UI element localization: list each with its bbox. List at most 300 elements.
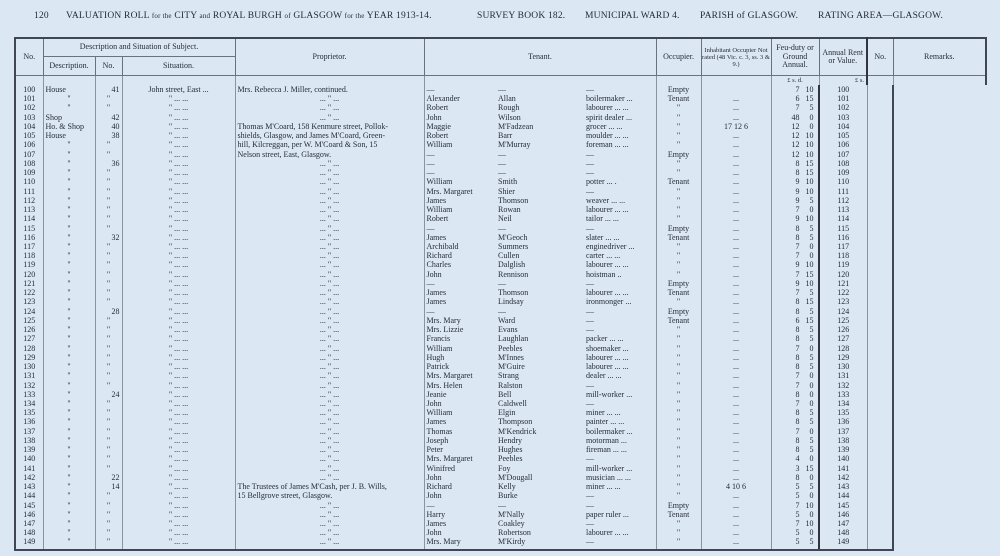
annual-rent bbox=[771, 270, 819, 279]
tenant-first-name: — bbox=[424, 224, 496, 233]
annual-rent bbox=[771, 150, 819, 159]
street-number: " bbox=[95, 260, 122, 269]
rent-shillings: 5 bbox=[809, 306, 814, 316]
rent-shillings: 10 bbox=[805, 260, 814, 270]
rent-shillings: 15 bbox=[805, 297, 814, 307]
tenant-occupation: — bbox=[584, 279, 656, 288]
table-row bbox=[15, 390, 986, 399]
annual-rent bbox=[771, 436, 819, 445]
tenant-first-name: Mrs. Mary bbox=[424, 316, 496, 325]
street-number: 32 bbox=[95, 233, 122, 242]
remarks bbox=[867, 260, 893, 269]
feu-duty: ... bbox=[701, 205, 771, 214]
row-number: 123 bbox=[15, 297, 43, 306]
feu-duty: ... bbox=[701, 177, 771, 186]
rent-shillings: 5 bbox=[809, 232, 814, 242]
tenant-surname: M'Kirdy bbox=[496, 537, 584, 549]
situation: " ... ... bbox=[122, 501, 235, 510]
tenant-occupation: miner ... ... bbox=[584, 408, 656, 417]
col-header-desc-group: Description and Situation of Subject. bbox=[43, 38, 235, 57]
remarks bbox=[867, 473, 893, 482]
table-row bbox=[15, 427, 986, 436]
table-row bbox=[15, 297, 986, 306]
description: " bbox=[43, 177, 95, 186]
tenant-surname: Hughes bbox=[498, 445, 523, 455]
annual-rent bbox=[771, 224, 819, 233]
rent-shillings: 15 bbox=[805, 315, 814, 325]
rent-shillings: 10 bbox=[805, 186, 814, 196]
annual-rent bbox=[771, 168, 819, 177]
tenant-surname: Rowan bbox=[498, 205, 521, 215]
row-number-right: 117 bbox=[819, 242, 867, 251]
situation: " ... ... bbox=[122, 270, 235, 279]
row-number-right: 149 bbox=[819, 537, 867, 549]
table-row bbox=[15, 436, 986, 445]
table-row bbox=[15, 270, 986, 279]
table-row bbox=[15, 417, 986, 426]
situation: " ... ... bbox=[122, 94, 235, 103]
situation: " ... ... bbox=[122, 307, 235, 316]
rent-shillings: 0 bbox=[809, 380, 814, 390]
tenant-surname: Peebles bbox=[498, 454, 523, 464]
description: " bbox=[43, 270, 95, 279]
table-row bbox=[15, 537, 986, 549]
remarks bbox=[867, 297, 893, 306]
situation: " ... ... bbox=[122, 251, 235, 260]
remarks bbox=[867, 214, 893, 223]
description: " bbox=[43, 140, 95, 149]
rent-pounds: 7 bbox=[795, 288, 800, 298]
proprietor: ... " ... bbox=[235, 270, 424, 279]
tenant-surname: — bbox=[498, 223, 506, 233]
proprietor: ... " ... bbox=[235, 371, 424, 380]
remarks bbox=[867, 270, 893, 279]
col-header-proprietor: Proprietor. bbox=[235, 38, 424, 76]
description: " bbox=[43, 307, 95, 316]
proprietor: ... " ... bbox=[235, 307, 424, 316]
proprietor: ... " ... bbox=[235, 159, 424, 168]
col-header-situation: Situation. bbox=[122, 57, 235, 76]
row-number-right: 136 bbox=[819, 417, 867, 426]
row-number-right: 133 bbox=[819, 390, 867, 399]
street-number: " bbox=[95, 537, 122, 549]
row-number: 142 bbox=[15, 473, 43, 482]
description: " bbox=[43, 371, 95, 380]
description: " bbox=[43, 482, 95, 491]
situation: " ... ... bbox=[122, 279, 235, 288]
tenant-surname: M'Guire bbox=[498, 362, 525, 372]
table-row bbox=[15, 233, 986, 242]
row-number-right: 142 bbox=[819, 473, 867, 482]
rent-pounds: 7 bbox=[795, 205, 800, 215]
description: " bbox=[43, 214, 95, 223]
tenant-surname: Hendry bbox=[498, 435, 522, 445]
occupier: " bbox=[656, 464, 701, 473]
row-number-right: 127 bbox=[819, 334, 867, 343]
tenant-first-name: — bbox=[424, 159, 496, 168]
tenant-surname: Thompson bbox=[498, 417, 533, 427]
situation: " ... ... bbox=[122, 233, 235, 242]
remarks bbox=[867, 334, 893, 343]
remarks bbox=[867, 353, 893, 362]
annual-rent bbox=[771, 94, 819, 103]
remarks bbox=[867, 168, 893, 177]
annual-rent bbox=[771, 362, 819, 371]
tenant-occupation: packer ... ... bbox=[584, 334, 656, 343]
table-row bbox=[15, 205, 986, 214]
tenant-occupation: — bbox=[584, 454, 656, 463]
description: " bbox=[43, 353, 95, 362]
survey-book: SURVEY BOOK 182. bbox=[477, 11, 566, 21]
feu-duty: ... bbox=[701, 371, 771, 380]
rent-shillings: 5 bbox=[809, 334, 814, 344]
tenant-first-name: Jeanie bbox=[424, 390, 496, 399]
proprietor: ... " ... bbox=[235, 334, 424, 343]
table-row bbox=[15, 399, 986, 408]
tenant-surname: Dalglish bbox=[498, 260, 526, 270]
tenant-occupation: — bbox=[584, 399, 656, 408]
annual-rent bbox=[771, 427, 819, 436]
situation: John street, East ... bbox=[122, 85, 235, 94]
row-number-right: 104 bbox=[819, 122, 867, 131]
street-number: " bbox=[95, 168, 122, 177]
tenant-occupation: — bbox=[584, 325, 656, 334]
description: " bbox=[43, 390, 95, 399]
rent-pounds: 8 bbox=[795, 417, 800, 427]
tenant-occupation: — bbox=[584, 537, 656, 549]
tenant-first-name: John bbox=[424, 399, 496, 408]
situation: " ... ... bbox=[122, 205, 235, 214]
street-number: " bbox=[95, 408, 122, 417]
proprietor: ... " ... bbox=[235, 177, 424, 186]
tenant-occupation: boilermaker ... bbox=[584, 427, 656, 436]
tenant-first-name: Alexander bbox=[424, 94, 496, 103]
rent-pounds: 8 bbox=[795, 325, 800, 335]
remarks bbox=[867, 279, 893, 288]
annual-rent bbox=[771, 85, 819, 94]
feu-duty: ... bbox=[701, 279, 771, 288]
row-number: 138 bbox=[15, 436, 43, 445]
tenant-first-name: John bbox=[424, 491, 496, 500]
row-number-right: 130 bbox=[819, 362, 867, 371]
feu-duty: ... bbox=[701, 353, 771, 362]
situation: " ... ... bbox=[122, 491, 235, 500]
row-number: 147 bbox=[15, 519, 43, 528]
remarks bbox=[867, 251, 893, 260]
situation: " ... ... bbox=[122, 399, 235, 408]
annual-rent bbox=[771, 113, 819, 122]
tenant-surname: M'Fadzean bbox=[498, 121, 534, 131]
tenant-occupation: enginedriver ... bbox=[584, 242, 656, 251]
rent-pounds: 9 bbox=[795, 260, 800, 270]
tenant-occupation: labourer ... ... bbox=[584, 260, 656, 269]
tenant-first-name: William bbox=[424, 344, 496, 353]
occupier: " bbox=[656, 205, 701, 214]
street-number: " bbox=[95, 362, 122, 371]
occupier: " bbox=[656, 103, 701, 112]
remarks bbox=[867, 94, 893, 103]
situation: " ... ... bbox=[122, 362, 235, 371]
situation: " ... ... bbox=[122, 242, 235, 251]
rent-shillings: 5 bbox=[809, 445, 814, 455]
row-number: 125 bbox=[15, 316, 43, 325]
situation: " ... ... bbox=[122, 381, 235, 390]
row-number-right: 111 bbox=[819, 187, 867, 196]
tenant-occupation: — bbox=[584, 159, 656, 168]
rent-shillings: 5 bbox=[809, 537, 814, 547]
tenant-surname: — bbox=[498, 306, 506, 316]
row-number-right: 137 bbox=[819, 427, 867, 436]
street-number: " bbox=[95, 140, 122, 149]
description: " bbox=[43, 224, 95, 233]
tenant-first-name: James bbox=[424, 519, 496, 528]
rent-shillings: 10 bbox=[805, 214, 814, 224]
street-number: " bbox=[95, 242, 122, 251]
annual-rent bbox=[771, 103, 819, 112]
tenant-surname: Evans bbox=[498, 325, 518, 335]
situation: " ... ... bbox=[122, 390, 235, 399]
tenant-occupation: spirit dealer ... bbox=[584, 113, 656, 122]
feu-duty: ... bbox=[701, 94, 771, 103]
description: " bbox=[43, 150, 95, 159]
remarks bbox=[867, 482, 893, 491]
feu-duty: ... bbox=[701, 325, 771, 334]
table-row bbox=[15, 464, 986, 473]
row-number: 106 bbox=[15, 140, 43, 149]
rent-shillings: 15 bbox=[805, 463, 814, 473]
rent-shillings: 5 bbox=[809, 325, 814, 335]
row-number-right: 122 bbox=[819, 288, 867, 297]
rent-pounds: 8 bbox=[795, 352, 800, 362]
situation: " ... ... bbox=[122, 427, 235, 436]
proprietor: ... " ... bbox=[235, 251, 424, 260]
feu-duty: ... bbox=[701, 242, 771, 251]
description: " bbox=[43, 297, 95, 306]
rent-pounds: 8 bbox=[795, 223, 800, 233]
proprietor: ... " ... bbox=[235, 224, 424, 233]
tenant-occupation: musician ... ... bbox=[584, 473, 656, 482]
street-number: " bbox=[95, 381, 122, 390]
street-number: 42 bbox=[95, 113, 122, 122]
table-row bbox=[15, 131, 986, 140]
tenant-surname: Rough bbox=[498, 103, 520, 113]
remarks bbox=[867, 408, 893, 417]
rent-shillings: 5 bbox=[809, 482, 814, 492]
tenant-occupation: — bbox=[584, 85, 656, 94]
description: " bbox=[43, 279, 95, 288]
rent-pounds: 8 bbox=[795, 445, 800, 455]
row-number: 132 bbox=[15, 381, 43, 390]
occupier: Tenant bbox=[656, 288, 701, 297]
row-number-right: 147 bbox=[819, 519, 867, 528]
rent-pounds: 7 bbox=[795, 500, 800, 510]
row-number-right: 141 bbox=[819, 464, 867, 473]
rent-pounds: 8 bbox=[795, 472, 800, 482]
rent-pounds: 5 bbox=[795, 528, 800, 538]
tenant-first-name: Mrs. Helen bbox=[424, 381, 496, 390]
situation: " ... ... bbox=[122, 454, 235, 463]
col-header-rent: Annual Rent or Value. bbox=[819, 38, 867, 76]
occupier: " bbox=[656, 159, 701, 168]
proprietor: ... " ... bbox=[235, 187, 424, 196]
row-number: 145 bbox=[15, 501, 43, 510]
table-row bbox=[15, 381, 986, 390]
remarks bbox=[867, 131, 893, 140]
row-number-right: 125 bbox=[819, 316, 867, 325]
tenant-first-name: Patrick bbox=[424, 362, 496, 371]
street-number: 40 bbox=[95, 122, 122, 131]
tenant-surname: M'Murray bbox=[498, 140, 531, 150]
feu-duty: ... bbox=[701, 390, 771, 399]
tenant-occupation: motorman ... bbox=[584, 436, 656, 445]
situation: " ... ... bbox=[122, 510, 235, 519]
description: " bbox=[43, 159, 95, 168]
street-number: " bbox=[95, 344, 122, 353]
rent-pounds: 9 bbox=[795, 195, 800, 205]
situation: " ... ... bbox=[122, 196, 235, 205]
annual-rent bbox=[771, 131, 819, 140]
rent-shillings: 0 bbox=[809, 121, 814, 131]
description: " bbox=[43, 288, 95, 297]
rent-shillings: 0 bbox=[809, 241, 814, 251]
street-number: " bbox=[95, 205, 122, 214]
feu-duty: ... bbox=[701, 381, 771, 390]
feu-units: £ s. d. bbox=[771, 76, 819, 86]
occupier: " bbox=[656, 417, 701, 426]
tenant-first-name: James bbox=[424, 288, 496, 297]
description: " bbox=[43, 205, 95, 214]
row-number-right: 113 bbox=[819, 205, 867, 214]
occupier: " bbox=[656, 399, 701, 408]
tenant-first-name: John bbox=[424, 113, 496, 122]
annual-rent bbox=[771, 408, 819, 417]
occupier: Empty bbox=[656, 279, 701, 288]
annual-rent bbox=[771, 454, 819, 463]
occupier: Empty bbox=[656, 501, 701, 510]
description: " bbox=[43, 510, 95, 519]
street-number: " bbox=[95, 371, 122, 380]
feu-duty: ... bbox=[701, 510, 771, 519]
row-number-right: 106 bbox=[819, 140, 867, 149]
row-number-right: 131 bbox=[819, 371, 867, 380]
table-row bbox=[15, 177, 986, 186]
tenant-first-name: Robert bbox=[424, 214, 496, 223]
rent-shillings: 5 bbox=[809, 352, 814, 362]
row-number: 107 bbox=[15, 150, 43, 159]
feu-duty: ... bbox=[701, 501, 771, 510]
row-number: 139 bbox=[15, 445, 43, 454]
feu-duty: ... bbox=[701, 399, 771, 408]
remarks bbox=[867, 381, 893, 390]
situation: " ... ... bbox=[122, 131, 235, 140]
row-number: 134 bbox=[15, 399, 43, 408]
tenant-surname: Thomson bbox=[498, 195, 529, 205]
row-number-right: 128 bbox=[819, 344, 867, 353]
row-number-right: 140 bbox=[819, 454, 867, 463]
occupier: " bbox=[656, 251, 701, 260]
rent-shillings: 0 bbox=[809, 472, 814, 482]
proprietor: 15 Bellgrove street, Glasgow. bbox=[235, 491, 424, 500]
feu-duty: ... bbox=[701, 454, 771, 463]
row-number-right: 129 bbox=[819, 353, 867, 362]
proprietor: ... " ... bbox=[235, 528, 424, 537]
table-row bbox=[15, 353, 986, 362]
feu-duty: ... bbox=[701, 519, 771, 528]
rent-shillings: 5 bbox=[809, 417, 814, 427]
proprietor: hill, Kilcreggan, per W. M'Coard & Son, 15 bbox=[235, 140, 424, 149]
tenant-first-name: Mrs. Margaret bbox=[424, 187, 496, 196]
tenant-surname: Burke bbox=[498, 491, 518, 501]
description: Shop bbox=[43, 113, 95, 122]
annual-rent bbox=[771, 381, 819, 390]
row-number: 129 bbox=[15, 353, 43, 362]
tenant-occupation: mill-worker ... bbox=[584, 390, 656, 399]
occupier: " bbox=[656, 427, 701, 436]
col-header-occupier: Occupier. bbox=[656, 38, 701, 76]
annual-rent bbox=[771, 140, 819, 149]
occupier: " bbox=[656, 454, 701, 463]
street-number: " bbox=[95, 279, 122, 288]
row-number: 103 bbox=[15, 113, 43, 122]
feu-duty: ... bbox=[701, 113, 771, 122]
remarks bbox=[867, 233, 893, 242]
proprietor: ... " ... bbox=[235, 214, 424, 223]
rent-pounds: 12 bbox=[791, 131, 800, 141]
occupier: " bbox=[656, 196, 701, 205]
table-row bbox=[15, 224, 986, 233]
description: " bbox=[43, 381, 95, 390]
occupier: " bbox=[656, 270, 701, 279]
tenant-surname: Thomson bbox=[498, 288, 529, 298]
row-number: 110 bbox=[15, 177, 43, 186]
feu-duty: ... bbox=[701, 288, 771, 297]
rent-shillings: 0 bbox=[809, 371, 814, 381]
tenant-occupation: grocer ... ... bbox=[584, 122, 656, 131]
situation: " ... ... bbox=[122, 371, 235, 380]
rent-pounds: 3 bbox=[795, 463, 800, 473]
table-row bbox=[15, 150, 986, 159]
row-number-right: 120 bbox=[819, 270, 867, 279]
tenant-surname: Coakley bbox=[498, 519, 525, 529]
remarks bbox=[867, 196, 893, 205]
situation: " ... ... bbox=[122, 122, 235, 131]
feu-duty: ... bbox=[701, 251, 771, 260]
tenant-occupation: mill-worker ... bbox=[584, 464, 656, 473]
annual-rent bbox=[771, 501, 819, 510]
tenant-surname: Allan bbox=[498, 94, 516, 104]
tenant-occupation: tailor ... ... bbox=[584, 214, 656, 223]
annual-rent bbox=[771, 344, 819, 353]
street-number: " bbox=[95, 501, 122, 510]
occupier: " bbox=[656, 491, 701, 500]
row-number: 118 bbox=[15, 251, 43, 260]
tenant-surname: Caldwell bbox=[498, 398, 527, 408]
row-number: 119 bbox=[15, 260, 43, 269]
row-number: 135 bbox=[15, 408, 43, 417]
table-row bbox=[15, 159, 986, 168]
rent-pounds: 9 bbox=[795, 278, 800, 288]
occupier: " bbox=[656, 528, 701, 537]
situation: " ... ... bbox=[122, 297, 235, 306]
tenant-occupation: — bbox=[584, 316, 656, 325]
table-row bbox=[15, 214, 986, 223]
rent-pounds: 6 bbox=[795, 94, 800, 104]
tenant-occupation: — bbox=[584, 187, 656, 196]
occupier: " bbox=[656, 381, 701, 390]
tenant-surname: Neil bbox=[498, 214, 512, 224]
tenant-first-name: Mrs. Margaret bbox=[424, 371, 496, 380]
table-row bbox=[15, 251, 986, 260]
